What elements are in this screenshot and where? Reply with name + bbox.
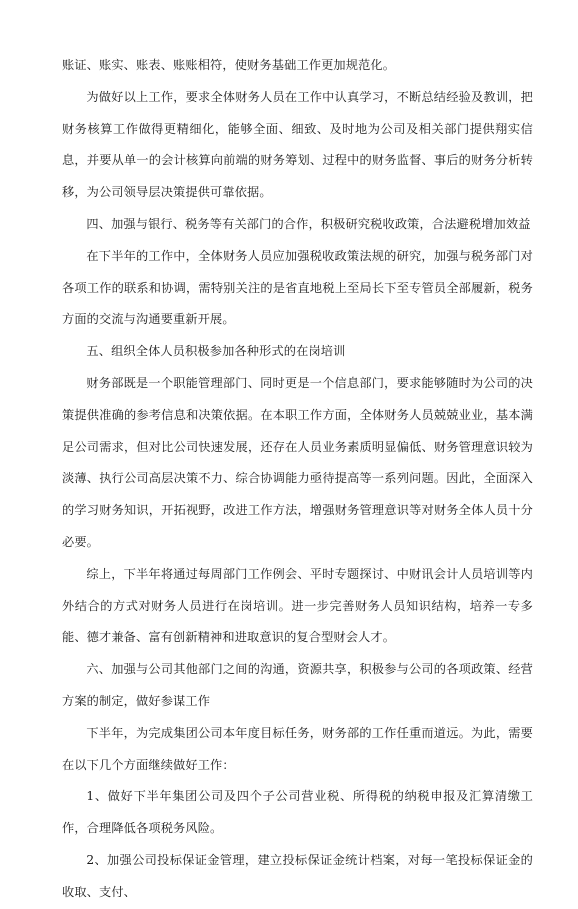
section-heading-4: 四、加强与银行、税务等有关部门的合作，积极研究税收政策，合法避税增加效益 — [86, 216, 531, 231]
paragraph-body: 在下半年的工作中，全体财务人员应加强税收政策法规的研究，加强与税务部门对各项工作的联系和协调，需特别关注的是省直地税上至局长下至专管员全部履新，税务方面的交流与沟通要重新开展。 — [62, 248, 533, 327]
list-item-2: 2、加强公司投标保证金管理，建立投标保证金统计档案，对每一笔投标保证金的收取、支付、 — [62, 852, 533, 899]
paragraph-body: 为做好以上工作，要求全体财务人员在工作中认真学习，不断总结经验及教训，把财务核算工作做得更精细化，能够全面、细致、及时地为公司及相关部门提供翔实信息，并要从单一的会计核算向前端的财务筹划、过程中的财务监督、事后的财务分析转移，为公司领导层决策提供可靠依据。 — [62, 89, 533, 200]
paragraph-body: 下半年，为完成集团公司本年度目标任务，财务部的工作任重而道远。为此，需要在以下几个方面继续做好工作： — [62, 725, 533, 772]
paragraph-body: 综上，下半年将通过每周部门工作例会、平时专题探讨、中财讯会计人员培训等内外结合的方式对财务人员进行在岗培训。进一步完善财务人员知识结构，培养一专多能、德才兼备、富有创新精神和进取意识的复合型财会人才。 — [62, 566, 533, 645]
list-item-1: 1、做好下半年集团公司及四个子公司营业税、所得税的纳税申报及汇算清缴工作，合理降低各项税务风险。 — [62, 789, 533, 836]
paragraph-continuation: 账证、账实、账表、账账相符，使财务基础工作更加规范化。 — [62, 58, 396, 72]
paragraph-body: 财务部既是一个职能管理部门、同时更是一个信息部门，要求能够随时为公司的决策提供准确的参考信息和决策依据。在本职工作方面，全体财务人员兢兢业业，基本满足公司需求，但对比公司快速发展，还存在人员业务素质明显偏低、财务管理意识较为淡薄、执行公司高层决策不力、综合协调能力亟待提高等一系列问题。因此，全面深入的学习财务知识，开拓视野，改进工作方法，增强财务管理意识等对财务全体人员十分必要。 — [62, 375, 533, 549]
section-heading-5: 五、组织全体人员积极参加各种形式的在岗培训 — [86, 344, 346, 359]
section-heading-6: 六、加强与公司其他部门之间的沟通，资源共享，积极参与公司的各项政策、经营方案的制定，做好参谋工作 — [62, 662, 533, 708]
